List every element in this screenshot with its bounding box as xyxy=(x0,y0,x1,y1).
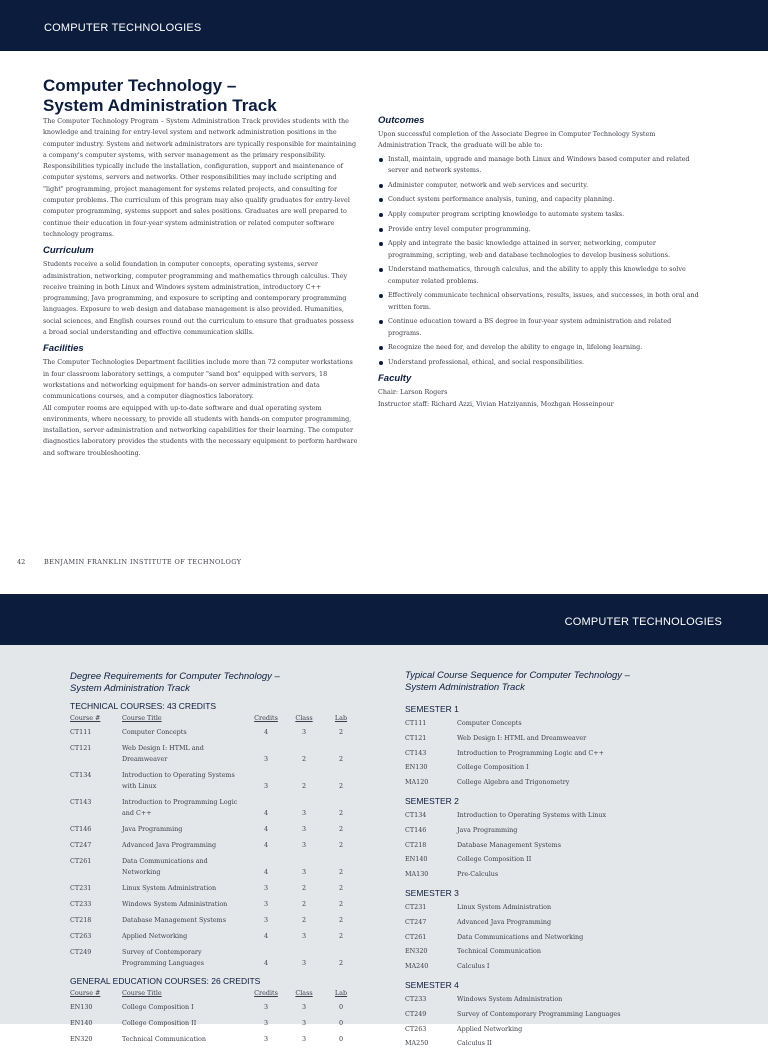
outcome-item: Provide entry level computer programming. xyxy=(378,224,704,235)
col-course-title: Course Title xyxy=(122,714,162,722)
course-number: CT261 xyxy=(70,857,92,865)
course-lab-hours: 2 xyxy=(338,900,344,908)
list-item xyxy=(405,930,725,945)
course-number: CT134 xyxy=(70,771,92,779)
course-title: Advanced Java Programming xyxy=(122,841,217,849)
list-item xyxy=(405,852,725,867)
course-title: Web Design I: HTML and Dreamweaver xyxy=(122,744,204,763)
list-item xyxy=(405,1022,725,1037)
course-name: Introduction to Operating Systems with Linux xyxy=(457,810,607,819)
facilities-paragraph-2: All computer rooms are equipped with up-to-date software and dual operating system environments, where necessary, to provide all students with hands-on computer programming, installation, server administration and networking capabilities for their learning. The computer diagnostics laboratory provides the students with the necessary equipment to perform hardware and software troubleshooting. xyxy=(43,403,358,457)
page2-header-title: COMPUTER TECHNOLOGIES xyxy=(564,616,722,628)
course-class-hours: 3 xyxy=(301,1035,307,1043)
course-name: Advanced Java Programming xyxy=(457,917,552,926)
course-class-hours: 3 xyxy=(301,868,307,876)
course-class-hours: 3 xyxy=(301,841,307,849)
table-row xyxy=(70,838,360,854)
table-row xyxy=(70,929,360,945)
course-name: Database Management Systems xyxy=(457,840,561,849)
course-title: College Composition II xyxy=(122,1019,197,1027)
facilities-paragraph: The Computer Technologies Department facilities include more than 72 computer workstations in four classroom laboratory settings, a computer "sand box" equipped with servers, 18 workstations and networking equipment for hands-on server administration and data communications courses, and a computer diagnostics laboratory. xyxy=(43,358,353,401)
course-name: College Composition II xyxy=(457,855,532,864)
course-code: CT134 xyxy=(405,810,427,819)
outcome-item: Apply and integrate the basic knowledge attained in server, networking, computer programming, scripting, web and database technologies to develop business solutions. xyxy=(378,238,704,261)
course-lab-hours: 2 xyxy=(338,809,344,817)
page2-body xyxy=(0,645,768,1048)
course-number: EN130 xyxy=(70,1003,93,1011)
course-class-hours: 2 xyxy=(301,755,307,763)
outcome-item: Understand professional, ethical, and social responsibilities. xyxy=(378,357,704,368)
course-title: Technical Communication xyxy=(122,1035,206,1043)
course-code: CT218 xyxy=(405,840,427,849)
list-item xyxy=(405,808,725,823)
col-course-num: Course # xyxy=(70,989,101,997)
curriculum-heading: Curriculum xyxy=(43,245,94,257)
technical-courses-heading: TECHNICAL COURSES: 43 CREDITS xyxy=(70,701,217,711)
course-lab-hours: 2 xyxy=(338,868,344,876)
degree-requirements-title xyxy=(70,671,330,695)
course-name: Technical Communication xyxy=(457,947,541,956)
course-title: Java Programming xyxy=(122,825,183,833)
course-class-hours: 3 xyxy=(301,728,307,736)
course-number: CT233 xyxy=(70,900,92,908)
col-credits: Credits xyxy=(254,989,278,997)
table-row xyxy=(70,725,360,741)
col-lab: Lab xyxy=(334,714,348,722)
course-class-hours: 2 xyxy=(301,884,307,892)
table-header-row xyxy=(70,712,360,725)
table-row xyxy=(70,1016,360,1032)
col-class: Class xyxy=(295,714,313,722)
course-name: Java Programming xyxy=(457,825,518,834)
course-credits: 3 xyxy=(263,1035,269,1043)
page-number: 42 xyxy=(17,558,26,566)
course-lab-hours: 0 xyxy=(338,1019,344,1027)
course-lab-hours: 2 xyxy=(338,916,344,924)
course-name: Survey of Contemporary Programming Languages xyxy=(457,1009,621,1018)
sequence-title-line1: Typical Course Sequence for Computer Technology – xyxy=(405,670,630,681)
faculty-heading: Faculty xyxy=(378,373,412,385)
table-row xyxy=(70,897,360,913)
outcomes-intro: Upon successful completion of the Associate Degree in Computer Technology System Administration Track, the graduate will be able to: xyxy=(378,130,656,150)
sequence-title-line2: System Administration Track xyxy=(405,682,525,693)
course-name: Introduction to Programming Logic and C++ xyxy=(457,748,604,757)
outcome-item: Administer computer, network and web services and security. xyxy=(378,180,704,191)
course-class-hours: 3 xyxy=(301,959,307,967)
list-item xyxy=(405,823,725,838)
course-code: CT146 xyxy=(405,825,427,834)
table-row xyxy=(70,795,360,822)
course-code: MA120 xyxy=(405,778,429,787)
course-lab-hours: 2 xyxy=(338,782,344,790)
course-code: CT249 xyxy=(405,1009,427,1018)
course-name: Linux System Administration xyxy=(457,902,552,911)
outcome-item: Continue education toward a BS degree in four-year system administration and related programs. xyxy=(378,316,704,339)
table-row xyxy=(70,945,360,972)
table-row xyxy=(70,854,360,881)
course-class-hours: 2 xyxy=(301,900,307,908)
course-number: CT249 xyxy=(70,948,92,956)
list-item xyxy=(405,838,725,853)
course-class-hours: 3 xyxy=(301,825,307,833)
course-code: MA130 xyxy=(405,870,429,879)
course-credits: 3 xyxy=(263,1019,269,1027)
course-name: Applied Networking xyxy=(457,1024,523,1033)
general-courses-table xyxy=(70,987,360,1048)
course-title: Linux System Administration xyxy=(122,884,217,892)
course-class-hours: 3 xyxy=(301,1003,307,1011)
list-item xyxy=(405,1036,725,1051)
outcome-item: Effectively communicate technical observations, results, issues, and successes, in both oral and written form. xyxy=(378,290,704,313)
course-title: Introduction to Programming Logic and C++ xyxy=(122,798,238,817)
general-courses-heading: GENERAL EDUCATION COURSES: 26 CREDITS xyxy=(70,976,261,986)
page-header-bar xyxy=(0,0,768,51)
course-name: Computer Concepts xyxy=(457,719,522,727)
list-item xyxy=(405,867,725,882)
course-class-hours: 2 xyxy=(301,782,307,790)
outcome-item: Recognize the need for, and develop the ability to engage in, lifelong learning. xyxy=(378,342,704,353)
course-credits: 3 xyxy=(263,884,269,892)
course-code: CT247 xyxy=(405,917,427,926)
table-row xyxy=(70,1000,360,1016)
course-code: CT261 xyxy=(405,932,427,941)
left-column xyxy=(43,116,359,459)
course-class-hours: 3 xyxy=(301,1019,307,1027)
course-code: CT143 xyxy=(405,748,427,757)
right-column xyxy=(378,115,704,410)
table-row xyxy=(70,881,360,897)
outcome-item: Apply computer program scripting knowledge to automate system tasks. xyxy=(378,209,704,220)
course-name: College Composition I xyxy=(457,763,529,772)
list-item xyxy=(405,992,725,1007)
course-credits: 4 xyxy=(263,932,269,940)
course-credits: 4 xyxy=(263,841,269,849)
course-class-hours: 2 xyxy=(301,916,307,924)
table-header-row xyxy=(70,987,360,1000)
outcome-item: Conduct system performance analysis, tuning, and capacity planning. xyxy=(378,194,704,205)
page-title-line2: System Administration Track xyxy=(43,96,277,115)
institute-name: BENJAMIN FRANKLIN INSTITUTE OF TECHNOLOGY xyxy=(44,558,242,566)
course-number: CT218 xyxy=(70,916,92,924)
course-lab-hours: 2 xyxy=(338,959,344,967)
course-name: Web Design I: HTML and Dreamweaver xyxy=(457,733,587,742)
course-title: Computer Concepts xyxy=(122,728,187,736)
table-row xyxy=(70,741,360,768)
page-title xyxy=(43,76,363,116)
col-course-title: Course Title xyxy=(122,989,162,997)
course-credits: 3 xyxy=(263,782,269,790)
course-credits: 4 xyxy=(263,868,269,876)
technical-courses-table xyxy=(70,712,360,972)
course-lab-hours: 2 xyxy=(338,825,344,833)
col-class: Class xyxy=(295,989,313,997)
course-lab-hours: 2 xyxy=(338,932,344,940)
course-lab-hours: 0 xyxy=(338,1003,344,1011)
course-number: CT263 xyxy=(70,932,92,940)
semester-heading: SEMESTER 2 xyxy=(405,795,459,806)
course-title: Data Communications and Networking xyxy=(122,857,208,876)
course-lab-hours: 2 xyxy=(338,841,344,849)
course-title: College Composition I xyxy=(122,1003,194,1011)
course-class-hours: 3 xyxy=(301,932,307,940)
course-code: EN320 xyxy=(405,947,428,956)
course-title: Introduction to Operating Systems with Linux xyxy=(122,771,235,790)
outcome-item: Install, maintain, upgrade and manage both Linux and Windows based computer and related server and network systems. xyxy=(378,154,704,177)
course-number: CT247 xyxy=(70,841,92,849)
outcomes-heading: Outcomes xyxy=(378,115,425,126)
outcomes-list xyxy=(378,154,704,369)
course-class-hours: 3 xyxy=(301,809,307,817)
list-item xyxy=(405,760,725,775)
course-code: EN130 xyxy=(405,763,428,772)
course-credits: 4 xyxy=(263,809,269,817)
course-name: Pre-Calculus xyxy=(457,870,499,879)
list-item xyxy=(405,1007,725,1022)
faculty-staff: Instructor staff: Richard Azzi, Vivian Hatziyannis, Mozhgan Hosseinpour xyxy=(378,399,614,408)
table-row xyxy=(70,913,360,929)
degree-title-line1: Degree Requirements for Computer Technology – xyxy=(70,671,280,682)
course-name: Calculus I xyxy=(457,962,490,971)
list-item xyxy=(405,716,725,731)
course-name: Windows System Administration xyxy=(457,994,563,1003)
course-title: Survey of Contemporary Programming Languages xyxy=(122,948,204,967)
degree-requirements xyxy=(70,701,370,1048)
course-credits: 4 xyxy=(263,825,269,833)
course-code: MA250 xyxy=(405,1039,429,1048)
course-code: CT121 xyxy=(405,733,427,742)
course-lab-hours: 2 xyxy=(338,884,344,892)
table-row xyxy=(70,822,360,838)
semester-heading: SEMESTER 4 xyxy=(405,979,459,990)
page2-header-bar xyxy=(0,594,768,645)
list-item xyxy=(405,944,725,959)
course-credits: 3 xyxy=(263,900,269,908)
course-lab-hours: 0 xyxy=(338,1035,344,1043)
course-credits: 3 xyxy=(263,916,269,924)
course-code: MA240 xyxy=(405,962,429,971)
col-credits: Credits xyxy=(254,714,278,722)
course-name: College Algebra and Trigonometry xyxy=(457,778,570,787)
course-title: Applied Networking xyxy=(122,932,188,940)
list-item xyxy=(405,900,725,915)
semester-heading: SEMESTER 3 xyxy=(405,887,459,898)
course-credits: 4 xyxy=(263,959,269,967)
course-title: Windows System Administration xyxy=(122,900,228,908)
course-name: Calculus II xyxy=(457,1039,492,1048)
course-credits: 3 xyxy=(263,755,269,763)
course-credits: 4 xyxy=(263,728,269,736)
faculty-chair: Chair: Larson Rogers xyxy=(378,388,448,397)
course-sequence-title xyxy=(405,670,665,694)
intro-paragraph: The Computer Technology Program – System Administration Track provides students with the knowledge and training for entry-level system and network administration positions in the computer industry. System and network administrators are typically responsible for maintaining a company's computer systems, with server management as the primary responsibility. Responsibilities typically include the installation, configuration, support and maintenance of computer systems, servers and networks. Other responsibilities may include scripting and "light" programming, project management for systems related projects, and consulting for computer problems. The curriculum of this program may also qualify graduates for entry-level computer programming, systems support and sales positions. Graduates are well prepared to continue their education in four-year system administration or related computer software technology programs. xyxy=(43,117,357,238)
facilities-heading: Facilities xyxy=(43,343,84,355)
list-item xyxy=(405,731,725,746)
table-row xyxy=(70,1032,360,1048)
table-row xyxy=(70,768,360,795)
course-number: CT146 xyxy=(70,825,92,833)
semester-list xyxy=(405,704,725,1051)
list-item xyxy=(405,915,725,930)
page-header-title: COMPUTER TECHNOLOGIES xyxy=(44,22,202,34)
course-code: CT111 xyxy=(405,719,427,727)
curriculum-paragraph: Students receive a solid foundation in computer concepts, operating systems, server administration, networking, computer programming and mathematics through calculus. They receive training in both Linux and Windows system administration, introductory C++ programming, Java programming, and exposure to scripting and contemporary programming languages. Exposure to web design and database management is also provided. Humanities, social sciences, and English courses round out the curriculum to ensure that graduates possess a broad social understanding and effective communication skills. xyxy=(43,260,354,337)
course-lab-hours: 2 xyxy=(338,755,344,763)
course-code: EN140 xyxy=(405,855,428,864)
col-lab: Lab xyxy=(334,989,348,997)
course-credits: 3 xyxy=(263,1003,269,1011)
degree-title-line2: System Administration Track xyxy=(70,683,190,694)
course-number: CT231 xyxy=(70,884,92,892)
list-item xyxy=(405,775,725,790)
course-code: CT231 xyxy=(405,902,427,911)
course-number: EN320 xyxy=(70,1035,93,1043)
course-title: Database Management Systems xyxy=(122,916,226,924)
course-sequence xyxy=(405,670,725,1051)
course-number: EN140 xyxy=(70,1019,93,1027)
course-code: CT233 xyxy=(405,994,427,1003)
course-number: CT121 xyxy=(70,744,92,752)
list-item xyxy=(405,746,725,761)
course-number: CT143 xyxy=(70,798,92,806)
semester-heading: SEMESTER 1 xyxy=(405,704,459,714)
course-lab-hours: 2 xyxy=(338,728,344,736)
col-course-num: Course # xyxy=(70,714,101,722)
outcome-item: Understand mathematics, through calculus, and the ability to apply this knowledge to solve computer related problems. xyxy=(378,264,704,287)
page-title-line1: Computer Technology – xyxy=(43,76,237,95)
list-item xyxy=(405,959,725,974)
course-name: Data Communications and Networking xyxy=(457,932,584,941)
course-number: CT111 xyxy=(70,728,92,736)
course-code: CT263 xyxy=(405,1024,427,1033)
